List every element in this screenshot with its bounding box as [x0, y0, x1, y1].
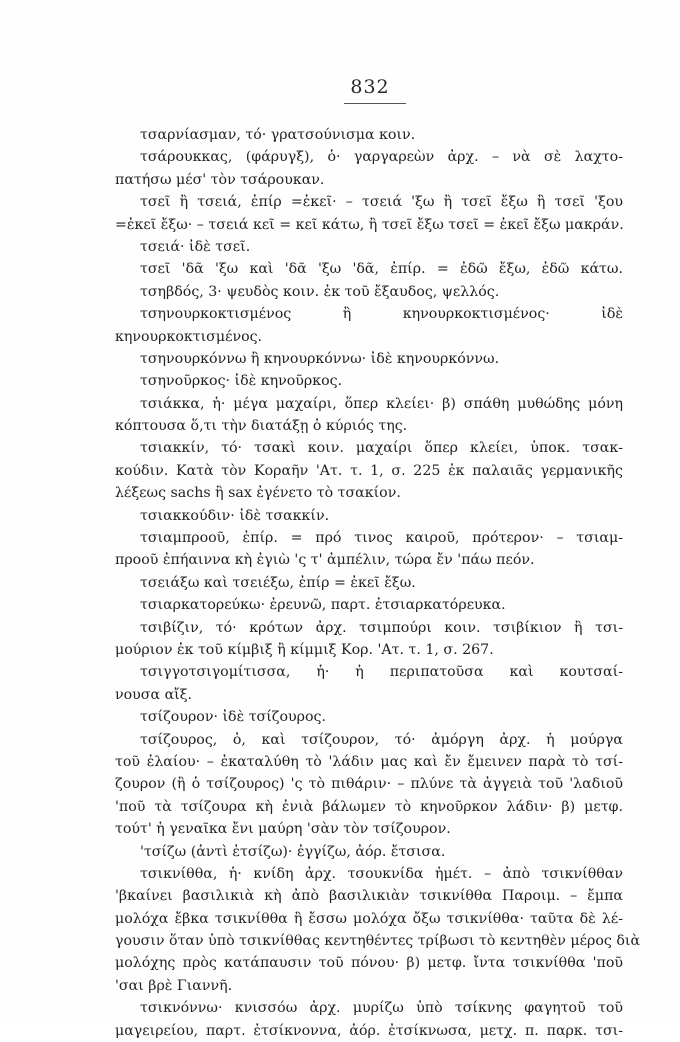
dictionary-entry-line: τσεῖ ἢ τσειά, ἐπίρ =ἐκεῖ· – τσειά 'ξω ἢ τσεῖ ἔξω ἢ τσεῖ 'ξου — [140, 194, 623, 211]
page-number: 832 — [350, 76, 390, 98]
dictionary-continuation-line: 'βκαίνει βασιλικιὰ κὴ ἀπὸ βασιλικιὰν τσικνίθθα Παροιμ. – ἔμπα — [115, 888, 623, 905]
dictionary-entry-line: τσαρνίασμαν, τό· γρατσούνισμα κοιν. — [140, 127, 416, 143]
dictionary-continuation-line: νουσα αἴξ. — [115, 686, 193, 703]
page-body-text — [115, 124, 641, 1042]
dictionary-continuation-line: τοῦ ἐλαίου· – ἐκαταλύθη τὸ 'λάδιν μας καὶ ἔν ἔμεινεν παρὰ τὸ τσί- — [115, 753, 623, 770]
dictionary-continuation-line: 'σαι βρὲ Γιαννῆ. — [115, 977, 233, 994]
dictionary-entry-line: τσιβίζιν, τό· κρότων ἀρχ. τσιμπούρι κοιν. τσιβίκιον ἢ τσι- — [140, 619, 623, 636]
dictionary-entry-line: τσηβδός, 3· ψευδὸς κοιν. ἐκ τοῦ ἔξαυδος, ψελλός. — [140, 283, 500, 300]
dictionary-entry-line: τσηνοῦρκος· ἰδὲ κηνοῦρκος. — [140, 373, 343, 390]
dictionary-continuation-line: μούριον ἐκ τοῦ κίμβιξ ἢ κίμμιξ Κορ. 'Ατ. τ. 1, σ. 267. — [115, 641, 494, 658]
dictionary-entry-line: τσειάξω καὶ τσειέξω, ἐπίρ = ἐκεῖ ἔξω. — [140, 574, 416, 591]
dictionary-continuation-line: μαγειρείου, παρτ. ἐτσίκνοννα, ἀόρ. ἐτσίκνωσα, μετχ. π. παρκ. τσι- — [115, 1022, 623, 1039]
dictionary-continuation-line: κηνουρκοκτισμένος. — [115, 328, 263, 345]
dictionary-entry-line: τσικνίθθα, ἡ· κνίδη ἀρχ. τσουκνίδα ἡμέτ. – ἀπὸ τσικνίθθαν — [140, 865, 623, 882]
dictionary-entry-line: τσιαρκατορεύκω· ἐρευνῶ, παρτ. ἐτσιαρκατόρευκα. — [140, 597, 506, 614]
dictionary-entry-line: τσηνουρκόννω ἢ κηνουρκόννω· ἰδὲ κηνουρκόννω. — [140, 350, 500, 367]
dictionary-entry-line: τσάρουκκας, (φάρυγξ), ὁ· γαργαρεὼν ἀρχ. – νὰ σὲ λαχτο- — [140, 149, 623, 166]
dictionary-entry-line: τσίζουρος, ὁ, καὶ τσίζουρον, τό· ἀμόργη ἀρχ. ἡ μούργα — [140, 731, 623, 748]
dictionary-continuation-line: =ἐκεῖ ἔξω· – τσειά κεῖ = κεῖ κάτω, ἢ τσεῖ ἔξω τσεῖ = ἐκεῖ ἔξω μακράν. — [115, 216, 624, 233]
dictionary-entry-line: τσιακκούδιν· ἰδὲ τσακκίν. — [140, 507, 330, 524]
dictionary-continuation-line: 'ποῦ τὰ τσίζουρα κὴ ἐνιὰ βάλωμεν τὸ κηνοῦρκον λάδιν· β) μετφ. — [115, 798, 623, 815]
dictionary-entry-line: τσηνουρκοκτισμένος ἢ κηνουρκοκτισμένος· ἰδὲ — [140, 306, 623, 323]
dictionary-entry-line: τσίζουρον· ἰδὲ τσίζουρος. — [140, 709, 326, 726]
dictionary-entry-line: τσειά· ἰδὲ τσεῖ. — [140, 238, 251, 255]
dictionary-entry-line: τσεῖ 'δᾶ 'ξω καὶ 'δᾶ 'ξω 'δᾶ, ἐπίρ. = ἐδῶ ἔξω, ἐδῶ κάτω. — [140, 261, 623, 278]
dictionary-continuation-line: ζουρον (ἢ ὁ τσίζουρος) 'ς τὸ πιθάριν· – πλύνε τὰ ἀγγειὰ τοῦ 'λαδιοῦ — [115, 776, 623, 793]
dictionary-continuation-line: κόπτουσα ὅ,τι τὴν διατάξῃ ὁ κύριός της. — [115, 418, 408, 435]
page-number-rule — [344, 103, 406, 104]
dictionary-continuation-line: πατήσω μέσ' τὸν τσάρουκαν. — [115, 171, 325, 188]
dictionary-entry-line: τσιγγοτσιγομίτισσα, ἡ· ἡ περιπατοῦσα καὶ κουτσαί- — [140, 664, 623, 681]
dictionary-continuation-line: μολόχης πρὸς κατάπαυσιν τοῦ πόνου· β) μετφ. ἴντα τσικνίθθα 'ποῦ — [115, 955, 623, 972]
dictionary-entry-line: τσικνόννω· κνισσόω ἀρχ. μυρίζω ὑπὸ τσίκνης φαγητοῦ τοῦ — [140, 1000, 623, 1017]
dictionary-continuation-line: λέξεως sachs ἢ sax ἐγένετο τὸ τσακίον. — [115, 485, 401, 502]
dictionary-continuation-line: μολόχα ἔβκα τσικνίθθα ἢ ἔσσω μολόχα ὄξω τσικνίθθα· ταῦτα δὲ λέ- — [115, 910, 623, 927]
dictionary-entry-line: τσιακκίν, τό· τσακὶ κοιν. μαχαίρι ὅπερ κλείει, ὑποκ. τσακ- — [140, 440, 623, 457]
dictionary-continuation-line: τούτ' ἡ γεναῖκα ἔνι μαύρη 'σὰν τὸν τσίζουρον. — [115, 821, 451, 838]
dictionary-continuation-line: γουσιν ὅταν ὑπὸ τσικνίθθας κεντηθέντες τρίβωσι τὸ κεντηθὲν μέρος διὰ — [115, 933, 641, 950]
dictionary-entry-line: τσιάκκα, ἡ· μέγα μαχαίρι, ὅπερ κλείει· β) σπάθη μυθώδης μόνη — [140, 395, 623, 412]
dictionary-continuation-line: προοῦ ἐπήαιννα κὴ ἐγιὼ 'ς τ' ἀμπέλιν, τώρα ἔν 'πάω πεόν. — [115, 552, 535, 569]
dictionary-continuation-line: κούδιν. Κατὰ τὸν Κοραῆν 'Ατ. τ. 1, σ. 225 ἐκ παλαιᾶς γερμανικῆς — [115, 462, 623, 479]
dictionary-entry-line: 'τσίζω (ἀντὶ ἐτσίζω)· ἐγγίζω, ἀόρ. ἔτσισα. — [140, 843, 446, 860]
dictionary-entry-line: τσιαμπροοῦ, ἐπίρ. = πρό τινος καιροῦ, πρότερον· – τσιαμ- — [140, 530, 623, 547]
